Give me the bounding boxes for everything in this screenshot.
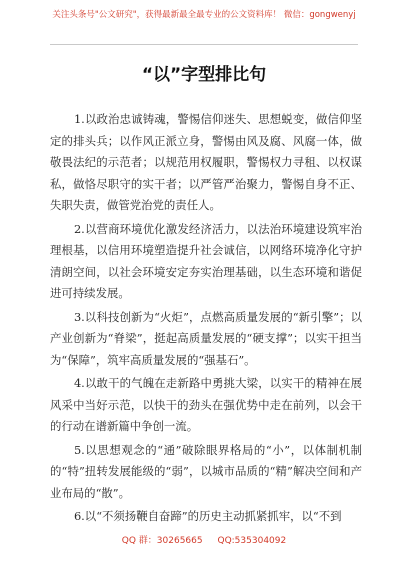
paragraph-1: 1.以政治忠诚铸魂，警惕信仰迷失、思想蜕变，做信仰坚定的排头兵；以作风正派立身，警惕由风及腐、风腐一体，做敬畏法纪的示范者；以规范用权履职，警惕权力寻租、以权谋私，做恪尽职守的实干者；以严管严治聚力，警惕自身不正、失职失责，做管党治党的责任人。 [50,112,362,212]
paragraph-5: 5.以思想观念的“通”破除眼界格局的“小”，以体制机制的“特”扭转发展能级的“弱”，以城市品质的“精”解决空间和产业布局的“散”。 [50,442,362,500]
page-header [0,0,408,30]
document-title: “以”字型排比句 [141,65,267,85]
header-divider [50,44,358,45]
footer-qq: QQ:535304092 [217,536,287,546]
paragraph-4: 4.以敢干的气魄在走新路中勇挑大梁，以实干的精神在展风采中当好示范，以快干的劲头在强优势中走在前列，以会干的行动在谱新篇中争创一流。 [50,376,362,433]
paragraph-6: 6.以“不须扬鞭自奋蹄”的历史主动抓紧抓牢，以“不到 [73,509,342,523]
paragraph-2: 2.以营商环境优化激发经济活力，以法治环境建设筑牢治理根基，以信用环境塑造提升社会诚信，以网络环境净化守护清朗空间，以社会环境安定夯实治理基础，以生态环境和谐促进可持续发展。 [50,221,362,300]
paragraph-3: 3.以科技创新为“火炬”，点燃高质量发展的“新引擎”；以产业创新为“脊梁”，挺起高质量发展的“硬支撑”；以实干担当为“保障”，筑牢高质量发展的“强基石”。 [50,309,362,367]
page-footer [0,533,408,546]
header-text: 关注头条号"公文研究"，获得最新最全最专业的公文资料库！ 微信：gongwenyj [52,10,356,20]
footer-qq-group: QQ 群：30265665 [121,536,203,546]
document-body [50,109,362,530]
